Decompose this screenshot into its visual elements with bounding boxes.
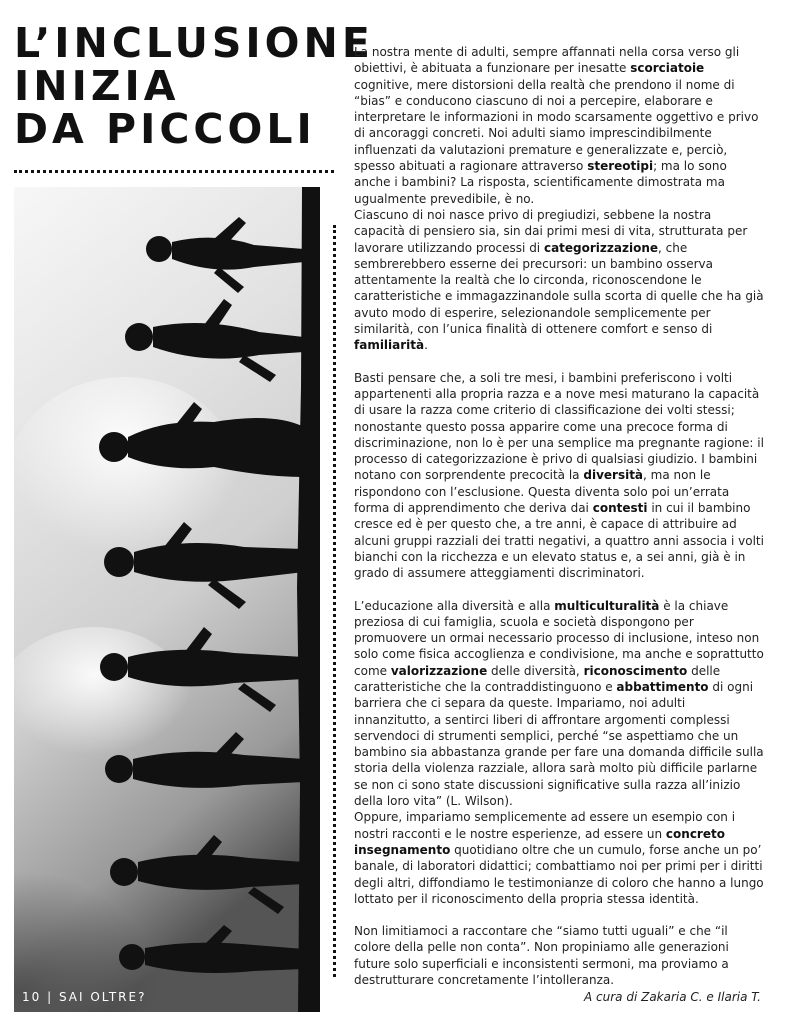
paragraph-5: Oppure, impariamo semplicemente ad essere un esempio con i nostri racconti e le nostre esperienze, ad essere un concreto insegnamento quotidiano oltre che un cumulo, forse anche un po’ banale, di laboratori didattici; combattiamo noi per primi per i diritti degli altri, diffondiamo le testimonianze di coloro che hanno a lungo lottato per il riconoscimento della propria stessa identità.	[354, 810, 764, 906]
title-line-2: INIZIA	[14, 62, 180, 110]
paragraph-4: L’educazione alla diversità e alla multiculturalità è la chiave preziosa di cui famiglia, scuola e società dispongono per promuovere un ormai necessario processo di inclusione, inteso non solo come fisica accoglienza e condivisione, ma anche e soprattutto come valorizzazione delle diversità, riconoscimento delle caratteristiche che la contraddistinguono e abbattimento di ogni barriera che ci separa da queste. Impariamo, noi adulti innanzitutto, a sentirci liberi di affrontare argomenti complessi servendoci di strumenti semplici, perché “se aspettiamo che un bambino sia abbastanza grande per fare una domanda difficile sulla storia della violenza razziale, allora sarà molto più difficile parlarne se non ci sono state discussioni significative sulla razza all’inizio della loro vita” (L. Wilson).	[354, 598, 764, 809]
author-credit: A cura di Zakaria C. e Ilaria T.	[584, 990, 761, 1004]
page-number-label: 10 | SAI OLTRE?	[22, 990, 147, 1004]
article-body	[354, 44, 764, 988]
title-line-3: DA PICCOLI	[14, 105, 316, 153]
dotted-divider-vertical	[333, 225, 336, 977]
article-title	[14, 19, 374, 153]
paragraph-6: Non limitiamoci a raccontare che “siamo tutti uguali” e che “il colore della pelle non conta”. Non propiniamo alle generazioni future solo superficiali e inconsistenti sermoni, ma proviamo a destrutturare concretamente l’intolleranza.	[354, 924, 729, 988]
silhouette-photo	[14, 187, 320, 1012]
dotted-divider-horizontal	[14, 170, 334, 173]
title-line-1: L’INCLUSIONE	[14, 19, 374, 67]
paragraph-1: La nostra mente di adulti, sempre affannati nella corsa verso gli obiettivi, è abituata a funzionare per inesatte scorciatoie cognitive, mere distorsioni della realtà che prendono il nome di “bias” e conducono ciascuno di noi a percepire, elaborare e interpretare le informazioni in modo scarsamente oggettivo e privo di ancoraggi concreti. Noi adulti siamo imprescindibilmente influenzati da valutazioni premature e generalizzate e, perciò, spesso abituati a ragionare attraverso stereotipi; ma lo sono anche i bambini? La risposta, scientificamente dimostrata ma ugualmente prevedibile, è no.	[354, 45, 759, 206]
paragraph-3: Basti pensare che, a soli tre mesi, i bambini preferiscono i volti appartenenti alla propria razza e a nove mesi maturano la capacità di usare la razza come criterio di classificazione dei volti stessi; nonostante questo possa apparire come una precoce forma di discriminazione, non lo è per una semplice ma pregnante ragione: il processo di categorizzazione è privo di qualsiasi giudizio. I bambini notano con sorprendente precocità la diversità, ma non le rispondono con l’esclusione. Questa diventa solo poi un’errata forma di apprendimento che deriva dai contesti in cui il bambino cresce ed è per questo che, a tre anni, è capace di attribuire ad alcuni gruppi razziali dei tratti negativi, a quattro anni associa i volti bianchi con la ricchezza e un elevato status e, a sei anni, già è in grado di assumere atteggiamenti discriminatori.	[354, 370, 764, 581]
paragraph-2: Ciascuno di noi nasce privo di pregiudizi, sebbene la nostra capacità di pensiero sia, sin dai primi mesi di vita, strutturata per lavorare utilizzando processi di categorizzazione, che sembrerebbero esserne dei precursori: un bambino osserva attentamente la realtà che lo circonda, riconoscendone le caratteristiche e immagazzinandole sulla scorta di quelle che ha già avuto modo di esperire, selezionandole semplicemente per similarità, con l’unica finalità di ottenere comfort e senso di familiarità.	[354, 207, 764, 353]
